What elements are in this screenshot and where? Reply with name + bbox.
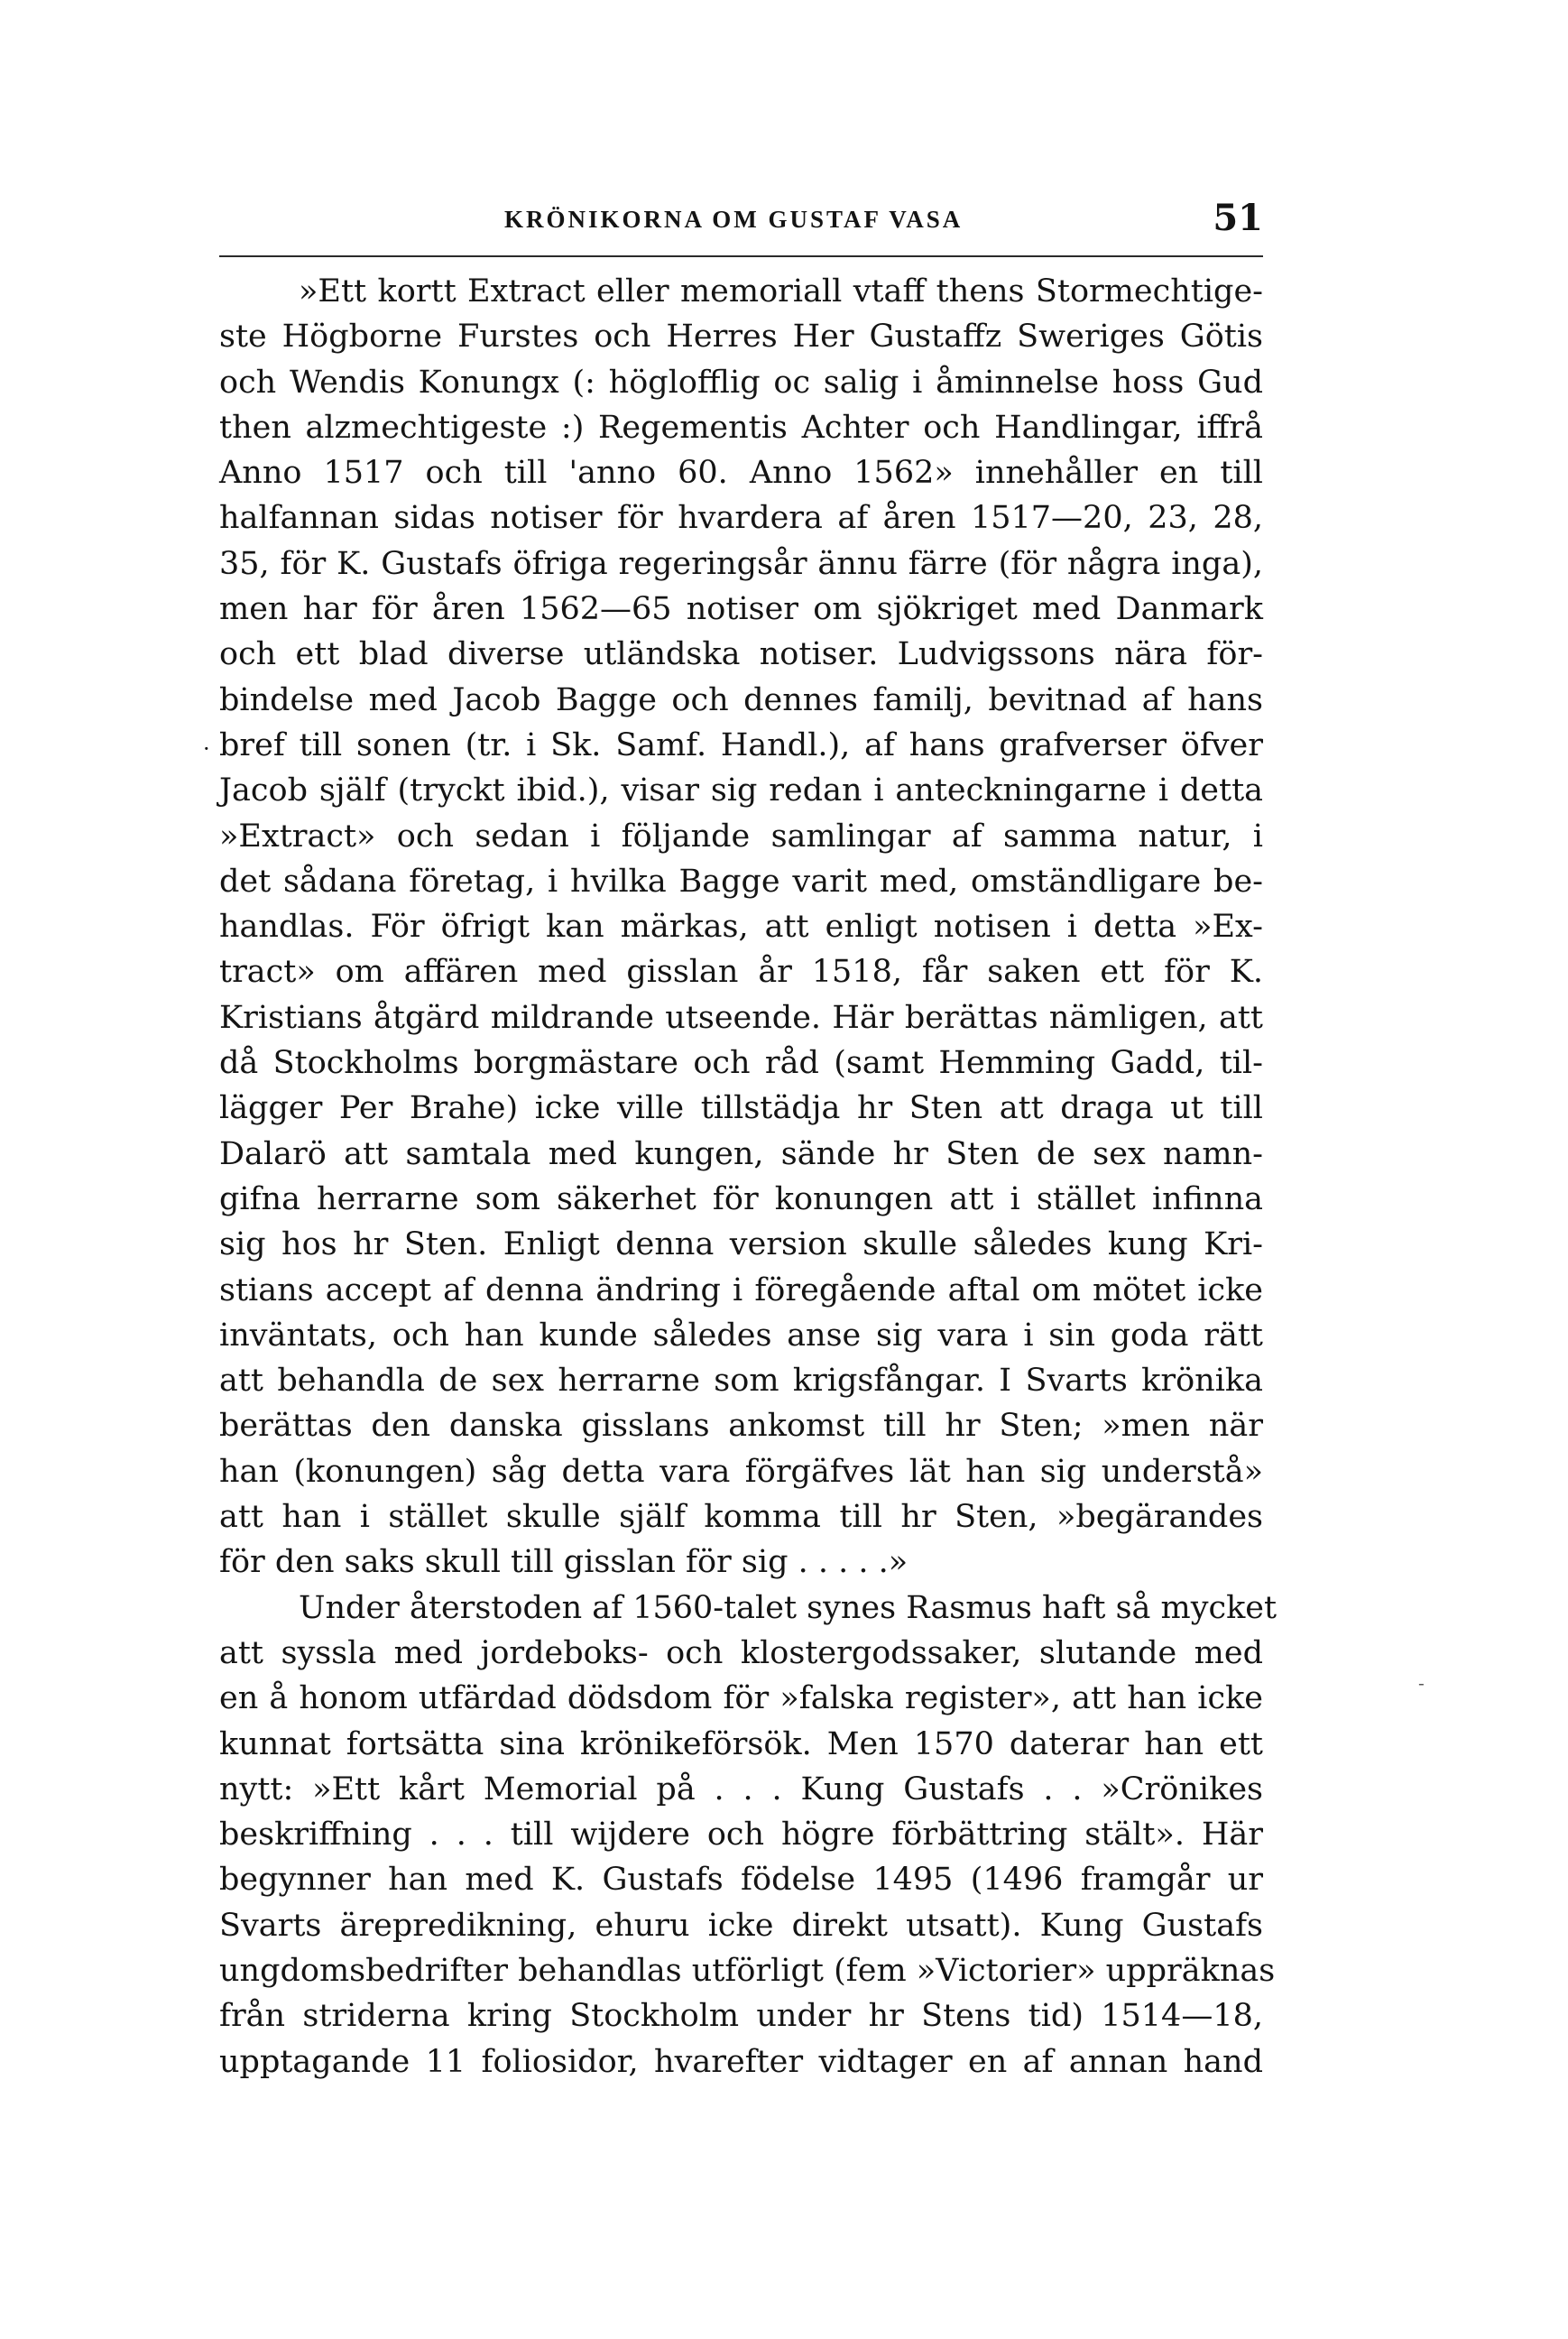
text-line: sig hos hr Sten. Enligt denna version skulle således kung Kri- [219,1226,1263,1263]
text-line: gifna herrarne som säkerhet för konungen att i stället infinna [219,1180,1263,1217]
text-line: kunnat fortsätta sina krönikeförsök. Men 1570 daterar han ett [219,1725,1263,1762]
text-line: ste Högborne Furstes och Herres Her Gustaffz Sweriges Götis [219,319,1263,356]
text-line: nytt: »Ett kårt Memorial på . . . Kung Gustafs . . »Crönikes [219,1770,1263,1807]
text-line: då Stockholms borgmästare och råd (samt Hemming Gadd, til- [219,1045,1263,1082]
text-line: bref till sonen (tr. i Sk. Samf. Handl.), af hans grafverser öfver [219,726,1263,763]
text-line: en å honom utfärdad dödsdom för »falska register», att han icke [219,1680,1263,1717]
text-line: bindelse med Jacob Bagge och dennes familj, bevitnad af hans [219,681,1263,718]
text-line: tract» om affären med gisslan år 1518, får saken ett för K. [219,954,1263,991]
text-line: beskriffning . . . till wijdere och högre förbättring stält». Här [219,1817,1263,1854]
text-line: Anno 1517 och till 'anno 60. Anno 1562» innehåller en till [219,455,1263,492]
text-line: 35, för K. Gustafs öfriga regeringsår ännu färre (för några inga), [219,545,1263,582]
text-line: stians accept af denna ändring i föregående aftal om mötet icke [219,1271,1263,1308]
text-line: Dalarö att samtala med kungen, sände hr Sten de sex namn- [219,1135,1263,1172]
text-line: berättas den danska gisslans ankomst till hr Sten; »men när [219,1408,1263,1445]
page-header [219,197,1263,244]
text-line: then alzmechtigeste :) Regementis Achter och Handlingar, iffrå [219,409,1263,446]
text-line: inväntats, och han kunde således anse sig vara i sin goda rätt [219,1317,1263,1354]
text-line: ungdomsbedrifter behandlas utförligt (fem »Victorier» uppräknas [219,1952,1276,1989]
text-line: att behandla de sex herrarne som krigsfångar. I Svarts krönika [219,1363,1263,1400]
text-line: det sådana företag, i hvilka Bagge varit med, omständligare be- [219,863,1263,900]
header-rule [219,255,1263,257]
text-line: för den saks skull till gisslan för sig . . . . .» [219,1544,909,1581]
text-line: halfannan sidas notiser för hvardera af åren 1517—20, 23, 28, [219,500,1263,537]
text-line: Svarts ärepredikning, ehuru icke direkt utsatt). Kung Gustafs [219,1907,1263,1944]
text-line: Kristians åtgärd mildrande utseende. Här berättas nämligen, att [219,999,1263,1036]
text-line: och ett blad diverse utländska notiser. Ludvigssons nära för- [219,636,1263,673]
text-line: begynner han med K. Gustafs födelse 1495 (1496 framgår ur [219,1862,1263,1899]
text-line: men har för åren 1562—65 notiser om sjökriget med Danmark [219,591,1263,628]
text-line: upptagande 11 foliosidor, hvarefter vidtager en af annan hand [219,2043,1263,2080]
body-text [219,269,1277,2085]
running-title: KRÖNIKORNA OM GUSTAF VASA [504,206,964,233]
margin-mark: · [203,736,210,762]
text-line: han (konungen) såg detta vara förgäfves lät han sig understå» [219,1453,1263,1490]
text-line: att han i stället skulle själf komma till hr Sten, »begärandes [219,1499,1263,1536]
text-line: handlas. För öfrigt kan märkas, att enligt notisen i detta »Ex- [219,909,1263,946]
page-number: 51 [1213,197,1263,239]
text-line: Under återstoden af 1560-talet synes Rasmus haft så mycket [299,1589,1277,1626]
text-line: och Wendis Konungx (: höglofflig oc salig i åminnelse hoss Gud [219,364,1263,401]
text-line: »Extract» och sedan i följande samlingar af samma natur, i [219,818,1263,855]
text-line: att syssla med jordeboks- och klostergodssaker, slutande med [219,1634,1263,1671]
margin-mark: - [1418,1672,1425,1694]
text-line: Jacob själf (tryckt ibid.), visar sig redan i anteckningarne i detta [219,772,1263,809]
text-line: lägger Per Brahe) icke ville tillstädja hr Sten att draga ut till [219,1090,1263,1127]
text-line: »Ett kortt Extract eller memoriall vtaff thens Stormechtige- [299,273,1263,310]
text-line: från striderna kring Stockholm under hr Stens tid) 1514—18, [219,1998,1263,2035]
